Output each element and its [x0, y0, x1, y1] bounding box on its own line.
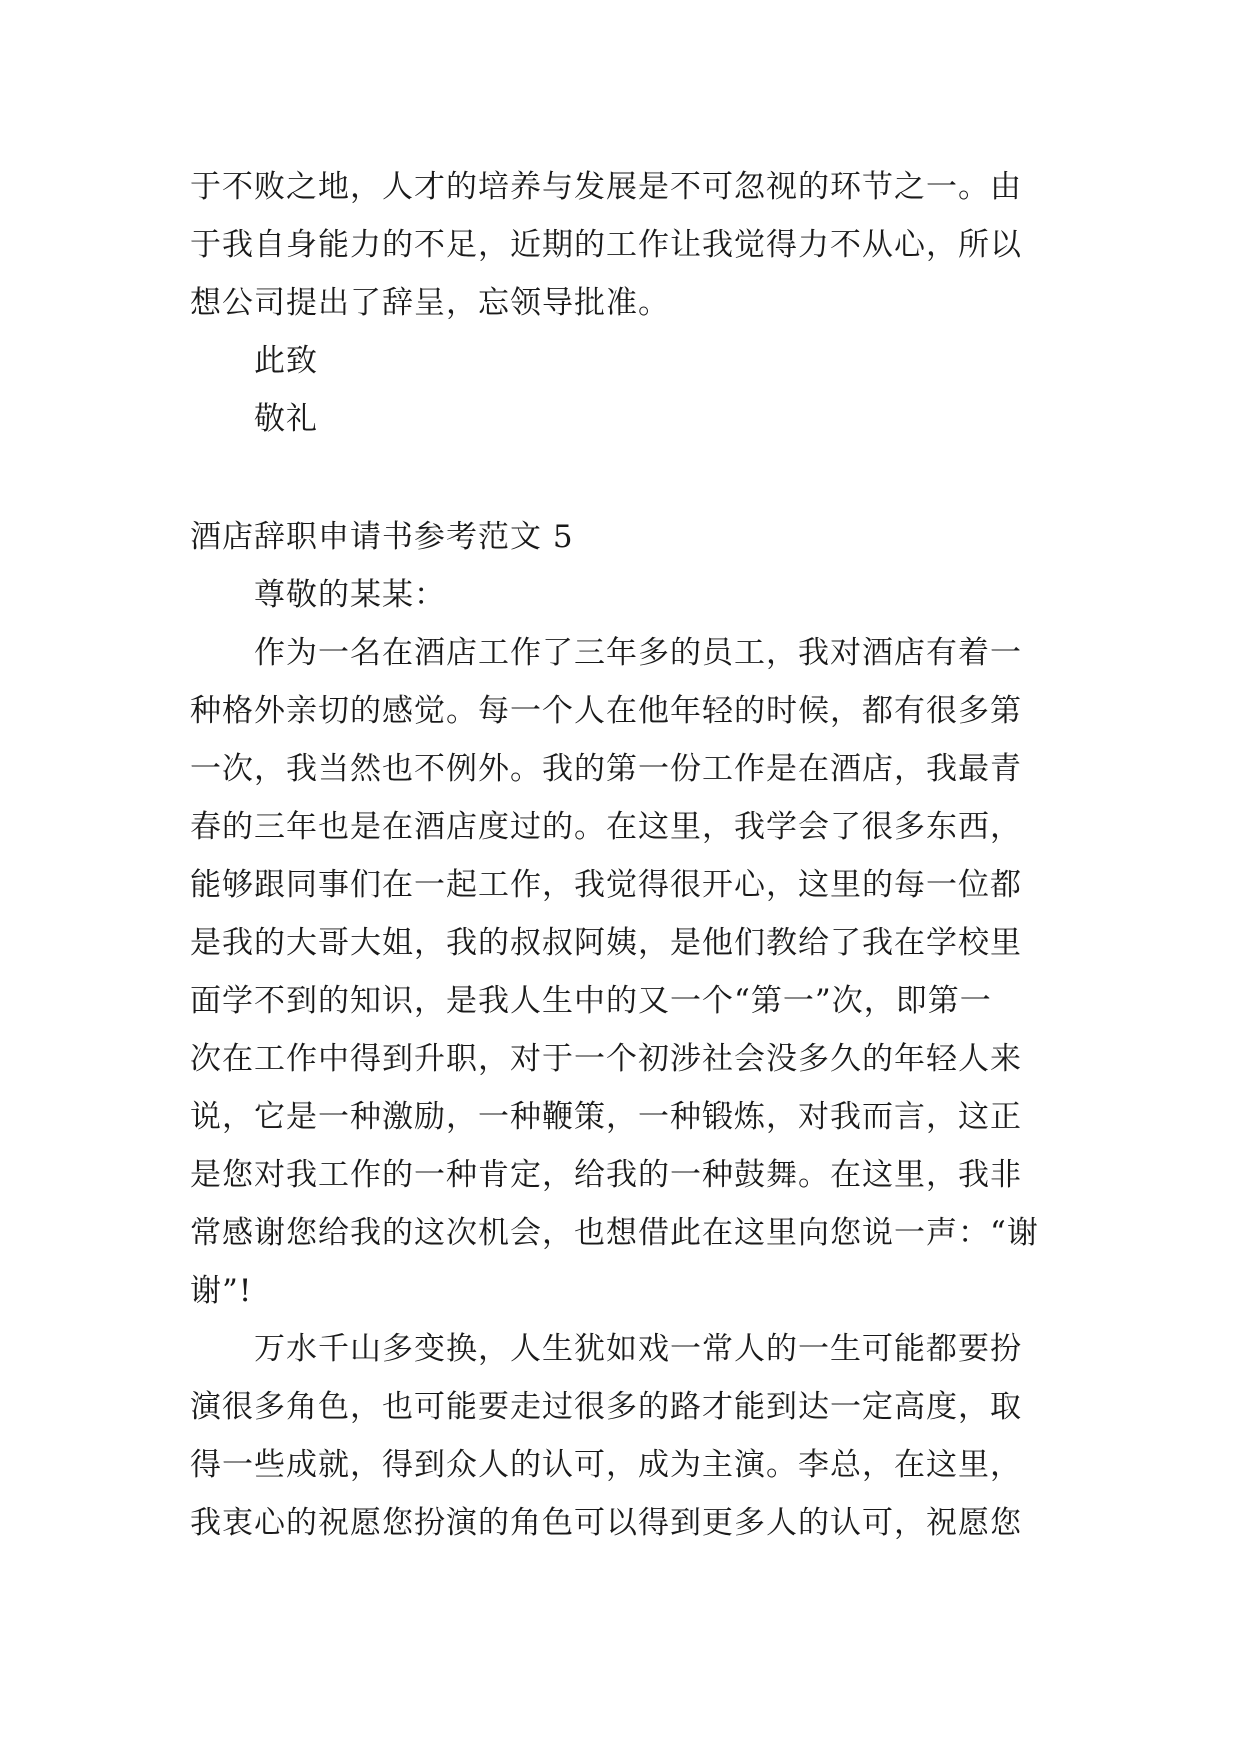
text-line: 是我的大哥大姐，我的叔叔阿姨，是他们教给了我在学校里	[190, 925, 1022, 961]
section-gap	[190, 448, 1054, 508]
text-line: 于我自身能力的不足，近期的工作让我觉得力不从心，所以	[190, 227, 1022, 263]
text-line: 谢”!	[190, 1273, 253, 1309]
closing-line-1: 此致	[254, 343, 318, 379]
text-line: 于不败之地，人才的培养与发展是不可忽视的环节之一。由	[190, 169, 1022, 205]
text-line: 春的三年也是在酒店度过的。在这里，我学会了很多东西，	[190, 809, 1022, 845]
text-line: 种格外亲切的感觉。每一个人在他年轻的时候，都有很多第	[190, 693, 1022, 729]
text-line: 得一些成就，得到众人的认可，成为主演。李总，在这里，	[190, 1447, 1022, 1483]
closing-line-2: 敬礼	[254, 401, 318, 437]
text-line: 说，它是一种激励，一种鞭策，一种锻炼，对我而言，这正	[190, 1099, 1022, 1135]
text-line: 想公司提出了辞呈，忘领导批准。	[190, 285, 670, 321]
paragraph-2	[190, 1320, 1054, 1552]
text-line: 常感谢您给我的这次机会，也想借此在这里向您说一声：“谢	[190, 1215, 1039, 1251]
text-line: 演很多角色，也可能要走过很多的路才能到达一定高度，取	[190, 1389, 1022, 1425]
text-line: 能够跟同事们在一起工作，我觉得很开心，这里的每一位都	[190, 867, 1022, 903]
text-line: 是您对我工作的一种肯定，给我的一种鼓舞。在这里，我非	[190, 1157, 1022, 1193]
document-body	[190, 158, 1054, 1552]
text-line: 次在工作中得到升职，对于一个初涉社会没多久的年轻人来	[190, 1041, 1022, 1077]
paragraph-continued	[190, 158, 1054, 332]
paragraph-1	[190, 624, 1054, 1320]
text-line: 一次，我当然也不例外。我的第一份工作是在酒店，我最青	[190, 751, 1022, 787]
text-line: 面学不到的知识，是我人生中的又一个“第一”次，即第一	[190, 983, 992, 1019]
text-line: 作为一名在酒店工作了三年多的员工，我对酒店有着一	[254, 635, 1022, 671]
salutation: 尊敬的某某：	[254, 577, 446, 613]
text-line: 万水千山多变换，人生犹如戏一常人的一生可能都要扮	[254, 1331, 1022, 1367]
section-heading: 酒店辞职申请书参考范文 5	[190, 519, 574, 555]
text-line: 我衷心的祝愿您扮演的角色可以得到更多人的认可，祝愿您	[190, 1505, 1022, 1541]
